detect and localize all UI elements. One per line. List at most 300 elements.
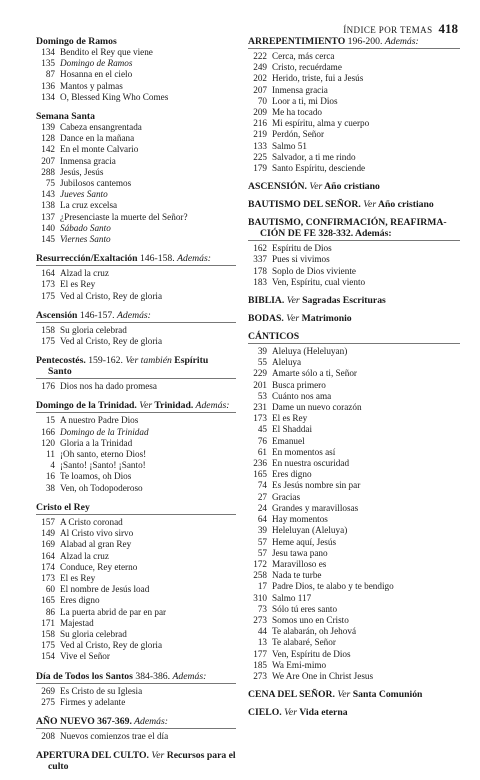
- heading-continuation: Santo: [48, 366, 72, 378]
- hymn-title: Loor a ti, mi Dios: [272, 95, 338, 106]
- hymn-title: Ved al Cristo, Rey de gloria: [60, 640, 163, 651]
- index-section-arrepentimiento: [248, 36, 460, 174]
- hymn-number: 173: [253, 413, 267, 424]
- hymn-title: Domingo de la Trinidad: [60, 426, 149, 437]
- index-entry: [248, 548, 460, 559]
- hymn-title: Ven, oh Todopoderoso: [60, 482, 143, 493]
- hymn-title: Es Cristo de su Iglesia: [60, 685, 143, 696]
- hymn-number: 139: [41, 122, 55, 133]
- hymn-number: 75: [45, 178, 55, 189]
- cross-reference: Matrimonio: [299, 313, 352, 325]
- entry-list: [248, 51, 460, 174]
- hymn-number: 174: [41, 561, 55, 572]
- hymn-title: Gloria a la Trinidad: [60, 437, 133, 448]
- index-entry: [248, 537, 460, 548]
- hymn-title: Cerca, más cerca: [272, 51, 335, 61]
- index-entry: [36, 81, 236, 92]
- hymn-title: Jueves Santo: [60, 189, 108, 200]
- entry-list: [36, 325, 236, 347]
- index-entry: [248, 559, 460, 570]
- index-section-bautismo-del-senor: [248, 199, 460, 210]
- hymn-number: 55: [257, 357, 267, 368]
- cross-reference: Año cristiano: [376, 199, 434, 211]
- hymn-title: Jubilosos cantemos: [60, 178, 132, 189]
- hymn-number: 175: [41, 290, 55, 301]
- hymn-number: 207: [253, 84, 267, 95]
- hymn-number: 134: [41, 91, 55, 102]
- hymn-number: 27: [257, 491, 267, 502]
- index-entry: [248, 458, 460, 469]
- index-entry: [36, 200, 236, 211]
- index-entry: [248, 266, 460, 277]
- hymn-number: 39: [257, 525, 267, 536]
- index-entry: [248, 637, 460, 648]
- index-section-biblia: [248, 295, 460, 306]
- hymn-title: Firmes y adelante: [60, 696, 126, 707]
- hymn-title: Padre Dios, te alabo y te bendigo: [272, 581, 394, 592]
- hymn-title: El Shaddai: [272, 424, 313, 435]
- hymn-title: El es Rey: [60, 572, 96, 583]
- hymn-title: Su gloria celebrad: [60, 324, 127, 335]
- hymn-number: 38: [45, 482, 55, 493]
- hymn-title: Alabad al gran Rey: [60, 539, 132, 550]
- hymn-title: Aleluya (Heleluyan): [272, 346, 348, 357]
- hymn-number: 16: [45, 471, 55, 482]
- cross-reference: Recursos para el: [164, 750, 236, 762]
- index-entry: [36, 268, 236, 279]
- index-entry: [248, 626, 460, 637]
- hymn-title: Sólo tú eres santo: [272, 603, 338, 614]
- index-section-cena-del-senor: [248, 689, 460, 700]
- hymn-title: A nuestro Padre Dios: [60, 415, 139, 426]
- index-entry: [248, 357, 460, 368]
- heading-note: Además:: [117, 309, 151, 321]
- page-number: 418: [438, 21, 458, 36]
- hymn-number: 120: [41, 437, 55, 448]
- hymn-number: 201: [253, 379, 267, 390]
- heading-note: Ver: [286, 295, 300, 307]
- hymn-title: Nuevos comienzos trae el día: [60, 730, 169, 741]
- hymn-title: Soplo de Dios viviente: [272, 265, 356, 276]
- index-entry: [248, 402, 460, 413]
- index-entry: [36, 686, 236, 697]
- index-entry: [248, 671, 460, 682]
- hymn-number: 142: [41, 144, 55, 155]
- heading-note: Además:: [193, 400, 230, 412]
- section-heading: [36, 400, 236, 413]
- hymn-number: 165: [253, 469, 267, 480]
- index-entry: [36, 234, 236, 245]
- entry-list: [248, 346, 460, 682]
- index-entry: [248, 107, 460, 118]
- hymn-number: 70: [257, 95, 267, 106]
- hymn-title: La puerta abrid de par en par: [60, 606, 167, 617]
- hymn-number: 173: [41, 279, 55, 290]
- hymn-title: Ved al Cristo, Rey de gloria: [60, 336, 163, 347]
- index-section-resurreccion-exaltacion: [36, 253, 236, 302]
- running-header: [343, 21, 458, 37]
- index-entry: [36, 438, 236, 449]
- hymn-title: Amarte sólo a ti, Señor: [272, 368, 357, 379]
- heading-range: 146-158.: [137, 253, 178, 265]
- hymn-title: Hosanna en el cielo: [60, 69, 133, 80]
- index-entry: [36, 92, 236, 103]
- index-entry: [36, 471, 236, 482]
- heading-note: Además:: [131, 715, 169, 727]
- hymn-number: 231: [253, 402, 267, 413]
- index-entry: [248, 152, 460, 163]
- index-entry: [36, 539, 236, 550]
- hymn-number: 183: [253, 276, 267, 287]
- hymn-title: Vive el Señor: [60, 651, 110, 662]
- heading-text: Resurrección/Exaltación: [36, 253, 138, 265]
- index-entry: [248, 85, 460, 96]
- hymn-number: 76: [257, 435, 267, 446]
- heading-note: Ver también: [125, 355, 172, 367]
- index-entry: [248, 163, 460, 174]
- hymn-title: Alzad la cruz: [60, 268, 109, 279]
- hymn-number: 13: [257, 637, 267, 648]
- heading-note: Ver: [337, 689, 351, 701]
- index-entry: [36, 415, 236, 426]
- heading-note: Ver: [363, 199, 377, 211]
- heading-range: 384-386.: [132, 670, 173, 682]
- entry-list: [36, 381, 236, 392]
- cross-reference: Año cristiano: [322, 181, 380, 193]
- hymn-number: 158: [41, 324, 55, 335]
- index-entry: [36, 122, 236, 133]
- hymn-number: 269: [41, 685, 55, 696]
- heading-range: 196-200.: [345, 36, 385, 47]
- index-entry: [36, 336, 236, 347]
- index-entry: [248, 73, 460, 84]
- index-entry: [248, 492, 460, 503]
- cross-reference: Trinidad.: [152, 400, 194, 412]
- index-entry: [36, 483, 236, 494]
- hymn-number: 177: [253, 648, 267, 659]
- heading-text: BAUTISMO DEL SEÑOR.: [248, 199, 361, 211]
- section-heading: [36, 716, 236, 729]
- hymn-number: 61: [257, 446, 267, 457]
- hymn-number: 164: [41, 550, 55, 561]
- heading-text: ARREPENTIMIENTO: [248, 36, 346, 47]
- heading-range: 146-157.: [77, 309, 118, 321]
- index-entry: [248, 380, 460, 391]
- hymn-number: 149: [41, 528, 55, 539]
- heading-text: CIELO.: [248, 707, 282, 719]
- hymn-number: 64: [257, 514, 267, 525]
- cross-reference: Espíritu: [171, 355, 209, 367]
- hymn-title: Maravilloso es: [272, 558, 327, 569]
- entry-list: [36, 731, 236, 742]
- section-heading: [36, 750, 236, 772]
- hymn-number: 225: [253, 151, 267, 162]
- hymn-number: 166: [41, 426, 55, 437]
- hymn-number: 173: [41, 572, 55, 583]
- hymn-title: Ven, Espíritu, cual viento: [272, 276, 366, 287]
- index-column-left: [36, 36, 236, 780]
- hymn-title: We Are One in Christ Jesus: [272, 670, 374, 681]
- hymn-number: 222: [253, 51, 267, 61]
- index-entry: [36, 167, 236, 178]
- index-entry: [248, 469, 460, 480]
- heading-text: Domingo de la Trinidad.: [36, 400, 137, 412]
- index-entry: [248, 254, 460, 265]
- hymn-number: 249: [253, 62, 267, 73]
- entry-list: [36, 686, 236, 708]
- hymn-number: 172: [253, 558, 267, 569]
- index-section-domingo-de-ramos: [36, 36, 236, 103]
- hymn-title: Hay momentos: [272, 514, 328, 525]
- index-entry: [36, 69, 236, 80]
- index-entry: [36, 607, 236, 618]
- section-heading: [36, 502, 236, 515]
- section-heading: [248, 331, 460, 344]
- hymn-title: Busca primero: [272, 379, 326, 390]
- hymn-title: Cuánto nos ama: [272, 390, 332, 401]
- index-entry: [36, 427, 236, 438]
- hymn-number: 179: [253, 163, 267, 174]
- hymn-number: 176: [41, 381, 55, 392]
- hymn-title: Jesús, Jesús: [60, 166, 104, 177]
- heading-note: Ver: [139, 400, 153, 412]
- hymn-number: 178: [253, 265, 267, 276]
- index-entry: [248, 503, 460, 514]
- heading-text: CÁNTICOS: [248, 331, 300, 343]
- hymn-number: 53: [257, 390, 267, 401]
- hymn-number: 219: [253, 129, 267, 140]
- index-entry: [248, 391, 460, 402]
- hymn-number: 229: [253, 368, 267, 379]
- index-section-pentecostes: [36, 355, 236, 392]
- index-entry: [248, 660, 460, 671]
- index-entry: [248, 413, 460, 424]
- heading-text: APERTURA DEL CULTO.: [36, 750, 149, 762]
- hymn-title: Heme aquí, Jesús: [272, 536, 337, 547]
- index-section-ascension: [36, 310, 236, 347]
- hymn-title: Herido, triste, fui a Jesús: [272, 73, 364, 84]
- section-heading: [36, 310, 236, 323]
- hymn-number: 158: [41, 628, 55, 639]
- hymn-title: Eres digno: [272, 469, 312, 480]
- hymn-title: Somos uno en Cristo: [272, 614, 349, 625]
- heading-note: Además:: [177, 253, 211, 265]
- hymn-title: Dios nos ha dado promesa: [60, 381, 157, 392]
- section-heading: [36, 671, 236, 684]
- index-entry: [248, 447, 460, 458]
- cross-reference: Santa Comunión: [350, 689, 423, 701]
- hymn-number: 288: [41, 166, 55, 177]
- entry-list: [36, 47, 236, 103]
- hymn-title: Viernes Santo: [60, 234, 111, 245]
- hymn-number: 208: [41, 730, 55, 741]
- hymn-number: 44: [257, 626, 267, 637]
- entry-list: [36, 415, 236, 493]
- index-section-semana-santa: [36, 111, 236, 245]
- hymn-title: Santo Espíritu, desciende: [272, 163, 366, 174]
- index-entry: [36, 697, 236, 708]
- hymn-number: 164: [41, 268, 55, 279]
- hymn-number: 134: [41, 47, 55, 57]
- hymn-title: El es Rey: [60, 279, 96, 290]
- hymn-number: 202: [253, 73, 267, 84]
- index-entry: [248, 570, 460, 581]
- index-section-bodas: [248, 313, 460, 324]
- hymn-title: Heleluyan (Aleluya): [272, 525, 348, 536]
- index-entry: [248, 243, 460, 254]
- index-entry: [248, 368, 460, 379]
- hymn-number: 273: [253, 670, 267, 681]
- hymn-number: 337: [253, 254, 267, 265]
- hymn-number: 236: [253, 458, 267, 469]
- hymn-number: 310: [253, 592, 267, 603]
- hymn-title: Grandes y maravillosas: [272, 502, 359, 513]
- heading-text: CENA DEL SEÑOR.: [248, 689, 335, 701]
- hymn-title: Te alabarán, oh Jehová: [272, 626, 357, 637]
- heading-text: Pentecostés.: [36, 355, 86, 367]
- index-entry: [36, 133, 236, 144]
- index-entry: [36, 595, 236, 606]
- heading-range: 159-162.: [85, 355, 126, 367]
- hymn-number: 4: [50, 460, 55, 471]
- hymn-title: Te loamos, oh Dios: [60, 471, 132, 482]
- hymn-title: O, Blessed King Who Comes: [60, 91, 169, 102]
- index-entry: [36, 629, 236, 640]
- index-section-apertura-del-culto: [36, 750, 236, 772]
- index-section-dia-de-todos-los-santos: [36, 671, 236, 708]
- section-heading: [248, 313, 460, 324]
- section-heading: [248, 707, 460, 718]
- hymn-title: ¿Presenciaste la muerte del Señor?: [60, 211, 188, 222]
- index-entry: [36, 212, 236, 223]
- hymn-number: 133: [253, 140, 267, 151]
- index-entry: [36, 528, 236, 539]
- index-entry: [36, 144, 236, 155]
- section-heading: [248, 181, 460, 192]
- hymn-title: Salvador, a ti me rindo: [272, 151, 356, 162]
- hymn-number: 273: [253, 614, 267, 625]
- index-entry: [36, 279, 236, 290]
- hymn-number: 216: [253, 118, 267, 129]
- index-entry: [248, 141, 460, 152]
- hymn-number: 207: [41, 155, 55, 166]
- index-entry: [248, 593, 460, 604]
- hymn-number: 73: [257, 603, 267, 614]
- entry-list: [36, 122, 236, 245]
- hymn-number: 74: [257, 480, 267, 491]
- section-heading: [248, 36, 460, 49]
- index-entry: [36, 618, 236, 629]
- hymn-number: 128: [41, 133, 55, 144]
- hymn-number: 17: [257, 581, 267, 592]
- entry-list: [36, 268, 236, 302]
- hymn-title: La cruz excelsa: [60, 200, 118, 211]
- hymn-title: Es Jesús nombre sin par: [272, 480, 361, 491]
- heading-note: Además:: [172, 670, 207, 682]
- hymn-number: 145: [41, 234, 55, 245]
- index-entry: [248, 525, 460, 536]
- hymn-title: Inmensa gracia: [272, 84, 328, 95]
- hymn-title: ¡Oh santo, eterno Dios!: [60, 449, 147, 460]
- section-heading: [36, 111, 236, 122]
- section-heading: [248, 199, 460, 210]
- heading-text: BODAS.: [248, 313, 284, 325]
- hymn-title: Salmo 117: [272, 592, 312, 603]
- hymn-title: Ven, Espíritu de Dios: [272, 648, 351, 659]
- hymn-number: 175: [41, 640, 55, 651]
- index-entry: [36, 291, 236, 302]
- hymn-number: 175: [41, 336, 55, 347]
- index-entry: [248, 51, 460, 62]
- index-entry: [248, 480, 460, 491]
- hymn-title: Ved al Cristo, Rey de gloria: [60, 290, 163, 301]
- hymn-number: 45: [257, 424, 267, 435]
- hymn-number: 86: [45, 606, 55, 617]
- heading-text: BIBLIA.: [248, 295, 285, 307]
- hymn-title: Dance en la mañana: [60, 133, 135, 144]
- hymn-number: 275: [41, 696, 55, 707]
- index-entry: [36, 189, 236, 200]
- index-entry: [36, 640, 236, 651]
- heading-text: ASCENSIÓN.: [248, 181, 307, 193]
- cross-reference: Vida eterna: [297, 707, 348, 719]
- index-section-ascension: [248, 181, 460, 192]
- hymn-number: 258: [253, 570, 267, 581]
- heading-text: Domingo de Ramos: [36, 36, 117, 47]
- index-entry: [36, 562, 236, 573]
- hymn-title: Emanuel: [272, 435, 305, 446]
- index-entry: [36, 381, 236, 392]
- hymn-title: Aleluya: [272, 357, 302, 368]
- hymn-title: Pues si vivimos: [272, 254, 330, 265]
- hymn-number: 137: [41, 211, 55, 222]
- hymn-number: 143: [41, 189, 55, 200]
- index-entry: [36, 325, 236, 336]
- index-entry: [248, 581, 460, 592]
- index-entry: [36, 731, 236, 742]
- index-entry: [248, 96, 460, 107]
- heading-text: AÑO NUEVO 367-369.: [36, 715, 132, 727]
- hymn-number: 154: [41, 651, 55, 662]
- index-entry: [248, 649, 460, 660]
- hymn-title: Salmo 51: [272, 140, 307, 151]
- hymn-number: 157: [41, 516, 55, 527]
- index-entry: [36, 178, 236, 189]
- hymn-title: En nuestra oscuridad: [272, 458, 350, 469]
- hymn-number: 135: [41, 58, 55, 69]
- heading-text: Ascensión: [36, 309, 78, 321]
- index-entry: [248, 514, 460, 525]
- hymn-title: Jesu tawa pano: [272, 547, 328, 558]
- index-entry: [36, 58, 236, 69]
- heading-continuation: CIÓN DE FE 328-332. Además:: [260, 228, 392, 240]
- index-entry: [36, 584, 236, 595]
- hymn-title: Me ha tocado: [272, 107, 323, 118]
- hymn-title: Bendito el Rey que viene: [60, 47, 153, 57]
- heading-note: Ver: [151, 750, 165, 762]
- hymn-title: El nombre de Jesús load: [60, 584, 150, 595]
- hymn-number: 11: [46, 449, 55, 460]
- hymn-title: Alzad la cruz: [60, 550, 109, 561]
- index-entry: [36, 449, 236, 460]
- hymn-number: 171: [41, 617, 55, 628]
- section-heading: [248, 295, 460, 306]
- index-entry: [248, 436, 460, 447]
- hymn-number: 209: [253, 107, 267, 118]
- heading-text: Cristo el Rey: [36, 501, 90, 513]
- index-entry: [36, 573, 236, 584]
- hymn-title: Mantos y palmas: [60, 80, 123, 91]
